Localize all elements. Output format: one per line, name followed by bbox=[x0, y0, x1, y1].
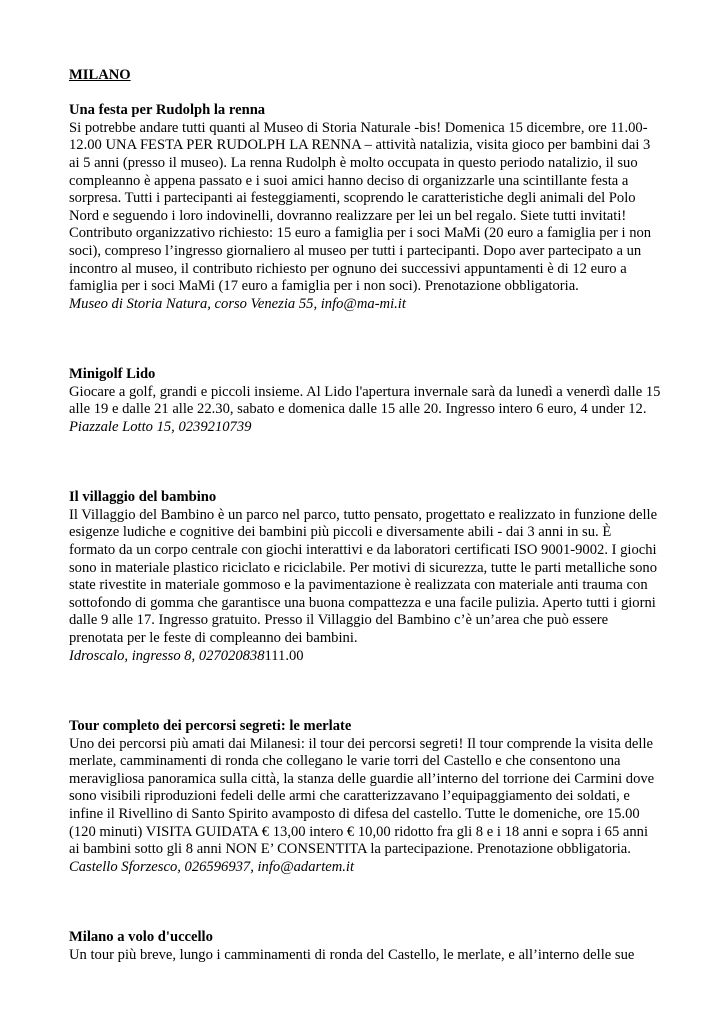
article-body: Il Villaggio del Bambino è un parco nel parco, tutto pensato, progettato e realizzato in funzione delle esigenze ludiche e cognitive dei bambini più piccoli e diversamente abili - dai 3 anni in su. È formato da un corpo centrale con giochi interattivi e da laboratori certificati ISO 9001-9002. I giochi sono in materiale plastico riciclato e riciclabile. Per motivi di sicurezza, tutte le parti metalliche sono state rivestite in materiale gommoso e la pavimentazione è realizzata con materiale anti trauma con sottofondo di gomma che garantisce una buona compattezza e una facile pulizia. Aperto tutti i giorni dalle 9 alle 17. Ingresso gratuito. Presso il Villaggio del Bambino c’è un’area che può essere prenotata per le feste di compleanno dei bambini. bbox=[69, 506, 658, 647]
venue-italic: Idroscalo, ingresso 8, 027020838 bbox=[69, 647, 265, 664]
article-venue bbox=[69, 296, 661, 314]
spacer bbox=[69, 665, 661, 718]
article-venue bbox=[69, 859, 661, 877]
spacer bbox=[69, 85, 661, 103]
spacer bbox=[69, 876, 661, 929]
article-volo-uccello bbox=[69, 929, 661, 964]
article-villaggio bbox=[69, 489, 661, 665]
article-body: Uno dei percorsi più amati dai Milanesi: il tour dei percorsi segreti! Il tour comprende la visita delle merlate, camminamenti di ronda che collegano le varie torri del Castello e che consentono una meravigliosa panoramica sulla città, la stanza delle guardie all’interno del torrione dei Carmini dove sono visibili riproduzioni fedeli delle armi che caratterizzavano l’equipaggiamento dei soldati, e infine il Rivellino di Santo Spirito avamposto di difesa del castello. Tutte le domeniche, ore 15.00 (120 minuti) VISITA GUIDATA € 13,00 intero € 10,00 ridotto fra gli 8 e i 18 anni e sopra i 65 anni ai bambini sotto gli 8 anni NON E’ CONSENTITA la partecipazione. Prenotazione obbligatoria. bbox=[69, 735, 655, 858]
spacer bbox=[69, 436, 661, 489]
document-page bbox=[69, 67, 661, 964]
article-title: Una festa per Rudolph la renna bbox=[69, 102, 266, 119]
article-body: Si potrebbe andare tutti quanti al Museo di Storia Naturale -bis! Domenica 15 dicembre, ore 11.00-12.00 UNA FESTA PER RUDOLPH LA RENNA – attività natalizia, visita gioco per bambini dai 3 ai 5 anni (presso il museo). La renna Rudolph è molto occupata in questo periodo natalizio, il suo compleanno è appena passato e i suoi amici hanno deciso di organizzarle una scintillante festa a sorpresa. Tutti i partecipanti ai festeggiamenti, scoprendo le caratteristiche degli animali del Polo Nord e seguendo i loro indovinelli, dovranno realizzare per lei un bel regalo. Siete tutti invitati! Contributo organizzativo richiesto: 15 euro a famiglia per i soci MaMi (20 euro a famiglia per i non soci), compreso l’ingresso giornaliero al museo per tutti i partecipanti. Dopo aver partecipato a un incontro al museo, il contributo richiesto per ognuno dei successivi appuntamenti è di 12 euro a famiglia per i soci MaMi (17 euro a famiglia per i non soci). Prenotazione obbligatoria. bbox=[69, 119, 652, 295]
article-title: Il villaggio del bambino bbox=[69, 489, 217, 506]
venue-italic: Castello Sforzesco, 026596937, info@adartem.it bbox=[69, 858, 355, 875]
article-merlate bbox=[69, 718, 661, 876]
article-title: Tour completo dei percorsi segreti: le merlate bbox=[69, 718, 352, 735]
article-body: Giocare a golf, grandi e piccoli insieme. Al Lido l'apertura invernale sarà da lunedì a venerdì dalle 15 alle 19 e dalle 21 alle 22.30, sabato e domenica dalle 15 alle 20. Ingresso intero 6 euro, 4 under 12. bbox=[69, 383, 661, 418]
article-title: Milano a volo d'uccello bbox=[69, 929, 213, 946]
spacer bbox=[69, 313, 661, 366]
venue-plain: 111.00 bbox=[264, 647, 304, 664]
article-minigolf bbox=[69, 366, 661, 436]
article-rudolph bbox=[69, 102, 661, 313]
article-venue bbox=[69, 648, 661, 666]
article-venue bbox=[69, 419, 661, 437]
article-title: Minigolf Lido bbox=[69, 366, 156, 383]
venue-italic: Piazzale Lotto 15, 0239210739 bbox=[69, 418, 252, 435]
venue-italic: Museo di Storia Natura, corso Venezia 55, info@ma-mi.it bbox=[69, 295, 406, 312]
page-heading: MILANO bbox=[69, 67, 131, 83]
article-body: Un tour più breve, lungo i camminamenti di ronda del Castello, le merlate, e all’interno delle sue bbox=[69, 946, 635, 963]
